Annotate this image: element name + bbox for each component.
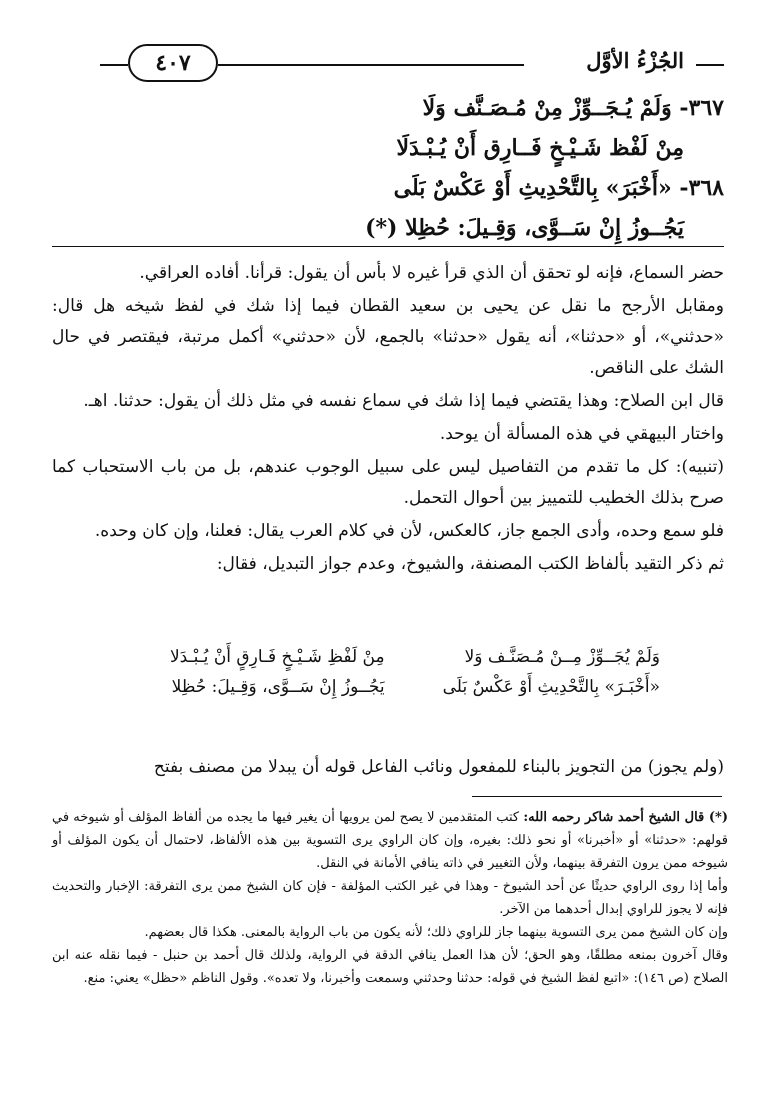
paragraph: واختار البيهقي في هذه المسألة أن يوحد. [439, 424, 724, 444]
verse-line: مِنْ لَفْظ شَـيْـخٍ فَــارِق أَنْ يُـبْـدَلَا [396, 135, 684, 161]
poem-quote [100, 642, 660, 702]
verse-line: يَجُــوزُ إِنْ سَــوَّى، وَقِـيلَ: حُظِلا (*) [365, 215, 684, 241]
footnote-paragraph [52, 875, 728, 921]
hemistich-right: وَلَمْ يُجَــوِّزْ مِــنْ مُـصَنَّـف وَلا [464, 647, 660, 667]
poem-row [100, 672, 660, 702]
footnote-text: كتب المتقدمين لا يصح لمن يرويها أن يغير فيها ما يجده من ألفاظ المؤلف أو شيوخه في قولهم: «حدثنا» أو «أخبرنا» أو نحو ذلك: بغيره، وإن كان الراوي يرى التسوية بين هذه الألفاظ، لاحتمال أن يكون المؤلف أو شيوخه ممن يرون التفرقة بينهما، ولأن التغيير في ذاته ينافي الأمانة في النقل. [52, 810, 728, 871]
commentary-continuation [52, 752, 724, 783]
commentary-text [52, 258, 724, 580]
header-rule-middle [218, 64, 524, 66]
verse-line: ٣٦٧- وَلَمْ يُـجَــوِّزْ مِنْ مُـصَـنَّف وَلَا [422, 95, 724, 121]
hemistich-left: يَجُــوزُ إِنْ سَــوَّى، وَقِـيلَ: حُظِلا [171, 677, 385, 697]
section-divider [52, 246, 724, 247]
volume-title: الجُزْءُ الأوَّل [586, 48, 684, 73]
verses-block [150, 88, 724, 248]
poem-row [100, 642, 660, 672]
footnote-paragraph [52, 944, 728, 990]
footnote-paragraph [52, 806, 728, 875]
footnote-divider [472, 796, 722, 797]
verse-line: ٣٦٨- «أَخْبَرَ» بِالتَّحْدِيثِ أَوْ عَكْسٌ بَلَى [393, 175, 724, 201]
paragraph: ومقابل الأرجح ما نقل عن يحيى بن سعيد القطان فيما إذا شك في لفظ شيخه هل قال: «حدثني»، أو «حدثنا»، أنه يقول «حدثنا» بالجمع، لأن «حدثني» أكمل مرتبة، فيقتصر في حال الشك على الناقص. [52, 296, 724, 378]
paragraph: (تنبيه): كل ما تقدم من التفاصيل ليس على سبيل الوجوب عندهم، بل من باب الاستحباب كما صرح بذلك الخطيب للتمييز بين أحوال التحمل. [52, 457, 724, 508]
hemistich-left: مِنْ لَفْظِ شَـيْـخٍ فَـارِقٍ أَنْ يُـبْـدَلا [169, 647, 385, 667]
footnote-text: وقال آخرون بمنعه مطلقًا، وهو الحق؛ لأن هذا العمل ينافي الدقة في الرواية، ولذلك قال أحمد بن حنبل - فيما نقله عنه ابن الصلاح (ص ١٤٦): «اتبع لفظ الشيخ في قوله: حدثنا وحدثني وسمعت وأخبرنا، ولا تعده». وقول الناظم «حظل» يعني: منع. [52, 948, 728, 986]
hemistich-right: «أَخْبَـرَ» بِالتَّحْدِيثِ أَوْ عَكْسٌ بَلَى [442, 677, 660, 697]
footnote-attribution: (*) قال الشيخ أحمد شاكر رحمه الله: [523, 810, 728, 825]
header-rule-left [100, 64, 128, 66]
paragraph: فلو سمع وحده، وأدى الجمع جاز، كالعكس، لأن في كلام العرب يقال: فعلنا، وإن كان وحده. [94, 521, 724, 541]
footnote-text: وإن كان الشيخ ممن يرى التسوية بينهما جاز للراوي ذلك؛ لأنه يكون من باب الرواية بالمعنى. هكذا قال بعضهم. [144, 925, 728, 940]
header-rule-right [696, 64, 724, 66]
paragraph: ثم ذكر التقيد بألفاظ الكتب المصنفة، والشيوخ، وعدم جواز التبديل، فقال: [216, 554, 724, 574]
footnotes [52, 806, 728, 990]
paragraph: (ولم يجوز) من التجويز بالبناء للمفعول ونائب الفاعل قوله أن يبدلا من مصنف بفتح [153, 757, 724, 777]
paragraph: حضر السماع، فإنه لو تحقق أن الذي قرأ غيره لا بأس أن يقول: قرأنا. أفاده العراقي. [139, 263, 724, 283]
page-header [100, 36, 724, 86]
page-number-badge: ٤٠٧ [128, 44, 218, 82]
paragraph: قال ابن الصلاح: وهذا يقتضي فيما إذا شك في سماع نفسه في مثل ذلك أن يقول: حدثنا. اهـ. [83, 391, 724, 411]
footnote-text: وأما إذا روى الراوي حديثًا عن أحد الشيوخ - وهذا في غير الكتب المؤلفة - فإن كان الشيخ ممن يرى التفرقة: الإخبار والتحديث فإنه لا يجوز للراوي إبدال أحدهما من الآخر. [52, 879, 728, 917]
footnote-paragraph [52, 921, 728, 944]
